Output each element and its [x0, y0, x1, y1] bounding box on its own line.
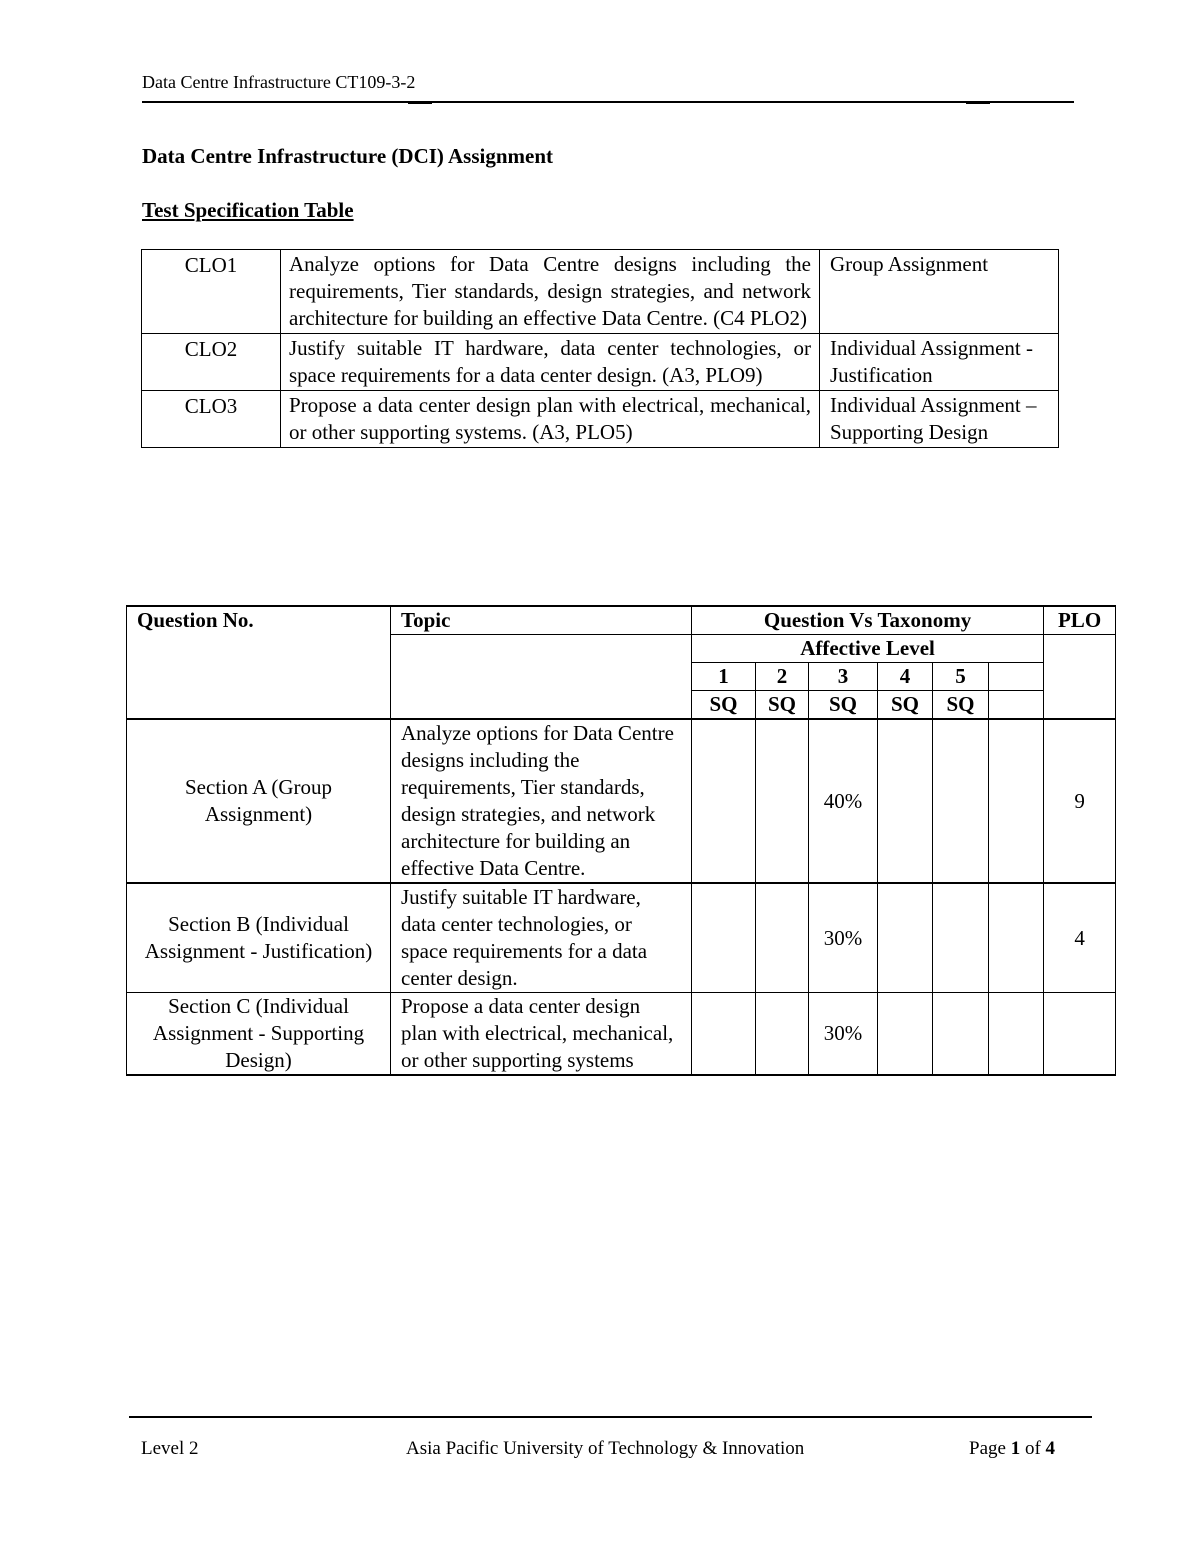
header-affective-level: Affective Level — [692, 635, 1044, 663]
level-cell — [989, 719, 1044, 883]
plo-cell — [1044, 993, 1116, 1076]
table-row — [142, 250, 1059, 334]
level-cell — [989, 883, 1044, 993]
clo-assessment: Individual Assignment – Supporting Design — [820, 391, 1059, 448]
header-topic: Topic — [391, 606, 692, 635]
level-cell — [878, 883, 933, 993]
level-blank — [989, 663, 1044, 691]
header-question-no: Question No. — [127, 606, 391, 719]
header-course-title: Data Centre Infrastructure CT109-3-2 — [142, 72, 416, 92]
table-header-row — [127, 606, 1116, 635]
level-blank — [989, 691, 1044, 720]
level-cell — [692, 993, 756, 1076]
plo-cell: 4 — [1044, 883, 1116, 993]
level-cell — [756, 993, 809, 1076]
header-rule-tick — [408, 103, 432, 104]
clo-assessment: Individual Assignment - Justification — [820, 334, 1059, 391]
level-number: 1 — [692, 663, 756, 691]
topic-cell: Justify suitable IT hardware, data center technologies, or space requirements for a data center design. — [391, 883, 692, 993]
level-cell — [692, 883, 756, 993]
level-cell — [933, 883, 989, 993]
table-row — [127, 993, 1116, 1076]
footer-institution: Asia Pacific University of Technology & Innovation — [406, 1438, 805, 1459]
level-cell — [933, 719, 989, 883]
footer-rule — [129, 1416, 1092, 1418]
footer-level: Level 2 — [141, 1438, 199, 1459]
level-cell — [878, 719, 933, 883]
page-of: of — [1020, 1438, 1046, 1459]
level-type: SQ — [809, 691, 878, 720]
clo-code: CLO3 — [142, 391, 281, 448]
level-number: 5 — [933, 663, 989, 691]
page-prefix: Page — [969, 1438, 1011, 1459]
table-row — [127, 883, 1116, 993]
section-title: Test Specification Table — [142, 198, 354, 222]
clo-code: CLO2 — [142, 334, 281, 391]
header-rule — [142, 101, 1074, 103]
clo-description: Propose a data center design plan with electrical, mechanical, or other supporting systems. (A3, PLO5) — [281, 391, 820, 448]
level-cell — [756, 883, 809, 993]
level-number: 3 — [809, 663, 878, 691]
page-total: 4 — [1045, 1438, 1056, 1459]
header-taxonomy: Question Vs Taxonomy — [692, 606, 1044, 635]
footer-page-number — [969, 1438, 1055, 1460]
clo-table — [141, 249, 1059, 448]
level-cell: 30% — [809, 993, 878, 1076]
header-plo-blank — [1044, 635, 1116, 720]
page-current: 1 — [1010, 1438, 1021, 1459]
clo-assessment: Group Assignment — [820, 250, 1059, 334]
clo-description: Analyze options for Data Centre designs including the requirements, Tier standards, design strategies, and network architecture for building an effective Data Centre. (C4 PLO2) — [281, 250, 820, 334]
table-row — [127, 719, 1116, 883]
level-type: SQ — [692, 691, 756, 720]
document-title: Data Centre Infrastructure (DCI) Assignment — [142, 144, 554, 168]
level-type: SQ — [878, 691, 933, 720]
table-row — [142, 334, 1059, 391]
test-specification-table — [126, 605, 1116, 1076]
plo-cell: 9 — [1044, 719, 1116, 883]
level-cell: 40% — [809, 719, 878, 883]
level-number: 2 — [756, 663, 809, 691]
header-topic-blank — [391, 635, 692, 720]
header-rule-tick — [966, 103, 990, 104]
level-type: SQ — [756, 691, 809, 720]
level-cell — [989, 993, 1044, 1076]
level-cell — [878, 993, 933, 1076]
question-cell: Section C (Individual Assignment - Supporting Design) — [127, 993, 391, 1076]
level-cell — [756, 719, 809, 883]
question-cell: Section A (Group Assignment) — [127, 719, 391, 883]
level-number: 4 — [878, 663, 933, 691]
level-cell — [692, 719, 756, 883]
level-type: SQ — [933, 691, 989, 720]
level-cell: 30% — [809, 883, 878, 993]
topic-cell: Propose a data center design plan with electrical, mechanical, or other supporting systems — [391, 993, 692, 1076]
level-cell — [933, 993, 989, 1076]
topic-cell: Analyze options for Data Centre designs including the requirements, Tier standards, design strategies, and network architecture for building an effective Data Centre. — [391, 719, 692, 883]
header-plo: PLO — [1044, 606, 1116, 635]
clo-description: Justify suitable IT hardware, data center technologies, or space requirements for a data center design. (A3, PLO9) — [281, 334, 820, 391]
clo-code: CLO1 — [142, 250, 281, 334]
question-cell: Section B (Individual Assignment - Justification) — [127, 883, 391, 993]
table-row — [142, 391, 1059, 448]
